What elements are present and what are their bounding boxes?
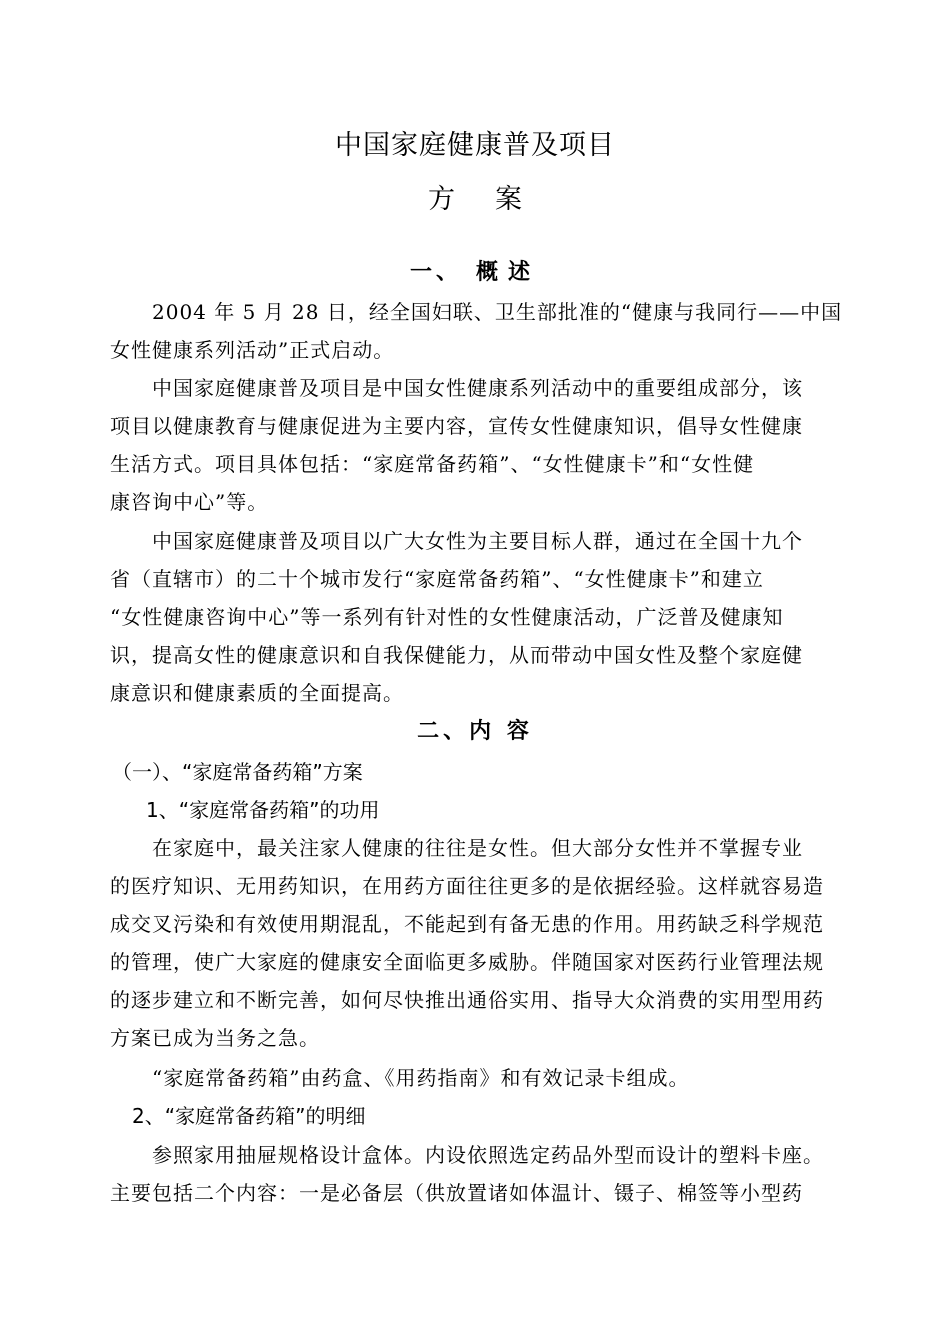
- paragraph-line: 女性健康系列活动”正式启动。: [110, 338, 395, 362]
- paragraph-line: 中国家庭健康普及项目以广大女性为主要目标人群，通过在全国十九个: [152, 529, 803, 553]
- section-heading-content: 二、内 容: [417, 719, 533, 744]
- subsection-item-heading: 2、“家庭常备药箱”的明细: [132, 1104, 366, 1128]
- paragraph-line: 项目以健康教育与健康促进为主要内容，宣传女性健康知识，倡导女性健康: [110, 414, 803, 438]
- document-title: 中国家庭健康普及项目: [335, 130, 615, 161]
- paragraph-line: 2004 年 5 月 28 日，经全国妇联、卫生部批准的“健康与我同行——中国: [152, 300, 843, 324]
- section-heading-text: 概述: [476, 260, 541, 285]
- paragraph-line: “家庭常备药箱”由药盒、《用药指南》和有效记录卡组成。: [152, 1066, 690, 1090]
- document-subtitle: 方案: [428, 184, 562, 215]
- paragraph-line: 主要包括二个内容：一是必备层（供放置诸如体温计、镊子、棉签等小型药: [110, 1181, 803, 1205]
- paragraph-line: 识，提高女性的健康意识和自我保健能力，从而带动中国女性及整个家庭健: [110, 643, 803, 667]
- paragraph-line: 方案已成为当务之急。: [110, 1026, 320, 1050]
- subsection-heading: （一）、“家庭常备药箱”方案: [112, 760, 363, 784]
- paragraph-line: “女性健康咨询中心”等一系列有针对性的女性健康活动，广泛普及健康知: [110, 605, 784, 629]
- paragraph-line: 省（直辖市）的二十个城市发行“家庭常备药箱”、“女性健康卡”和建立: [110, 567, 764, 591]
- paragraph-line: 康意识和健康素质的全面提高。: [110, 681, 404, 705]
- section-heading-overview: [0, 258, 950, 288]
- paragraph-line: 生活方式。项目具体包括：“家庭常备药箱”、“女性健康卡”和“女性健: [110, 452, 755, 476]
- paragraph-line: 成交叉污染和有效使用期混乱，不能起到有备无患的作用。用药缺乏科学规范: [110, 912, 824, 936]
- section-number: 一、: [409, 260, 462, 285]
- paragraph-line: 在家庭中，最关注家人健康的往往是女性。但大部分女性并不掌握专业: [152, 836, 803, 860]
- paragraph-line: 的医疗知识、无用药知识，在用药方面往往更多的是依据经验。这样就容易造: [110, 874, 824, 898]
- paragraph-line: 的逐步建立和不断完善，如何尽快推出通俗实用、指导大众消费的实用型用药: [110, 988, 824, 1012]
- paragraph-line: 的管理，使广大家庭的健康安全面临更多威胁。伴随国家对医药行业管理法规: [110, 950, 824, 974]
- paragraph-line: 参照家用抽屉规格设计盒体。内设依照选定药品外型而设计的塑料卡座。: [152, 1143, 824, 1167]
- paragraph-line: 中国家庭健康普及项目是中国女性健康系列活动中的重要组成部分，该: [152, 376, 803, 400]
- subsection-item-heading: 1、“家庭常备药箱”的功用: [146, 798, 380, 822]
- paragraph-line: 康咨询中心”等。: [110, 490, 269, 514]
